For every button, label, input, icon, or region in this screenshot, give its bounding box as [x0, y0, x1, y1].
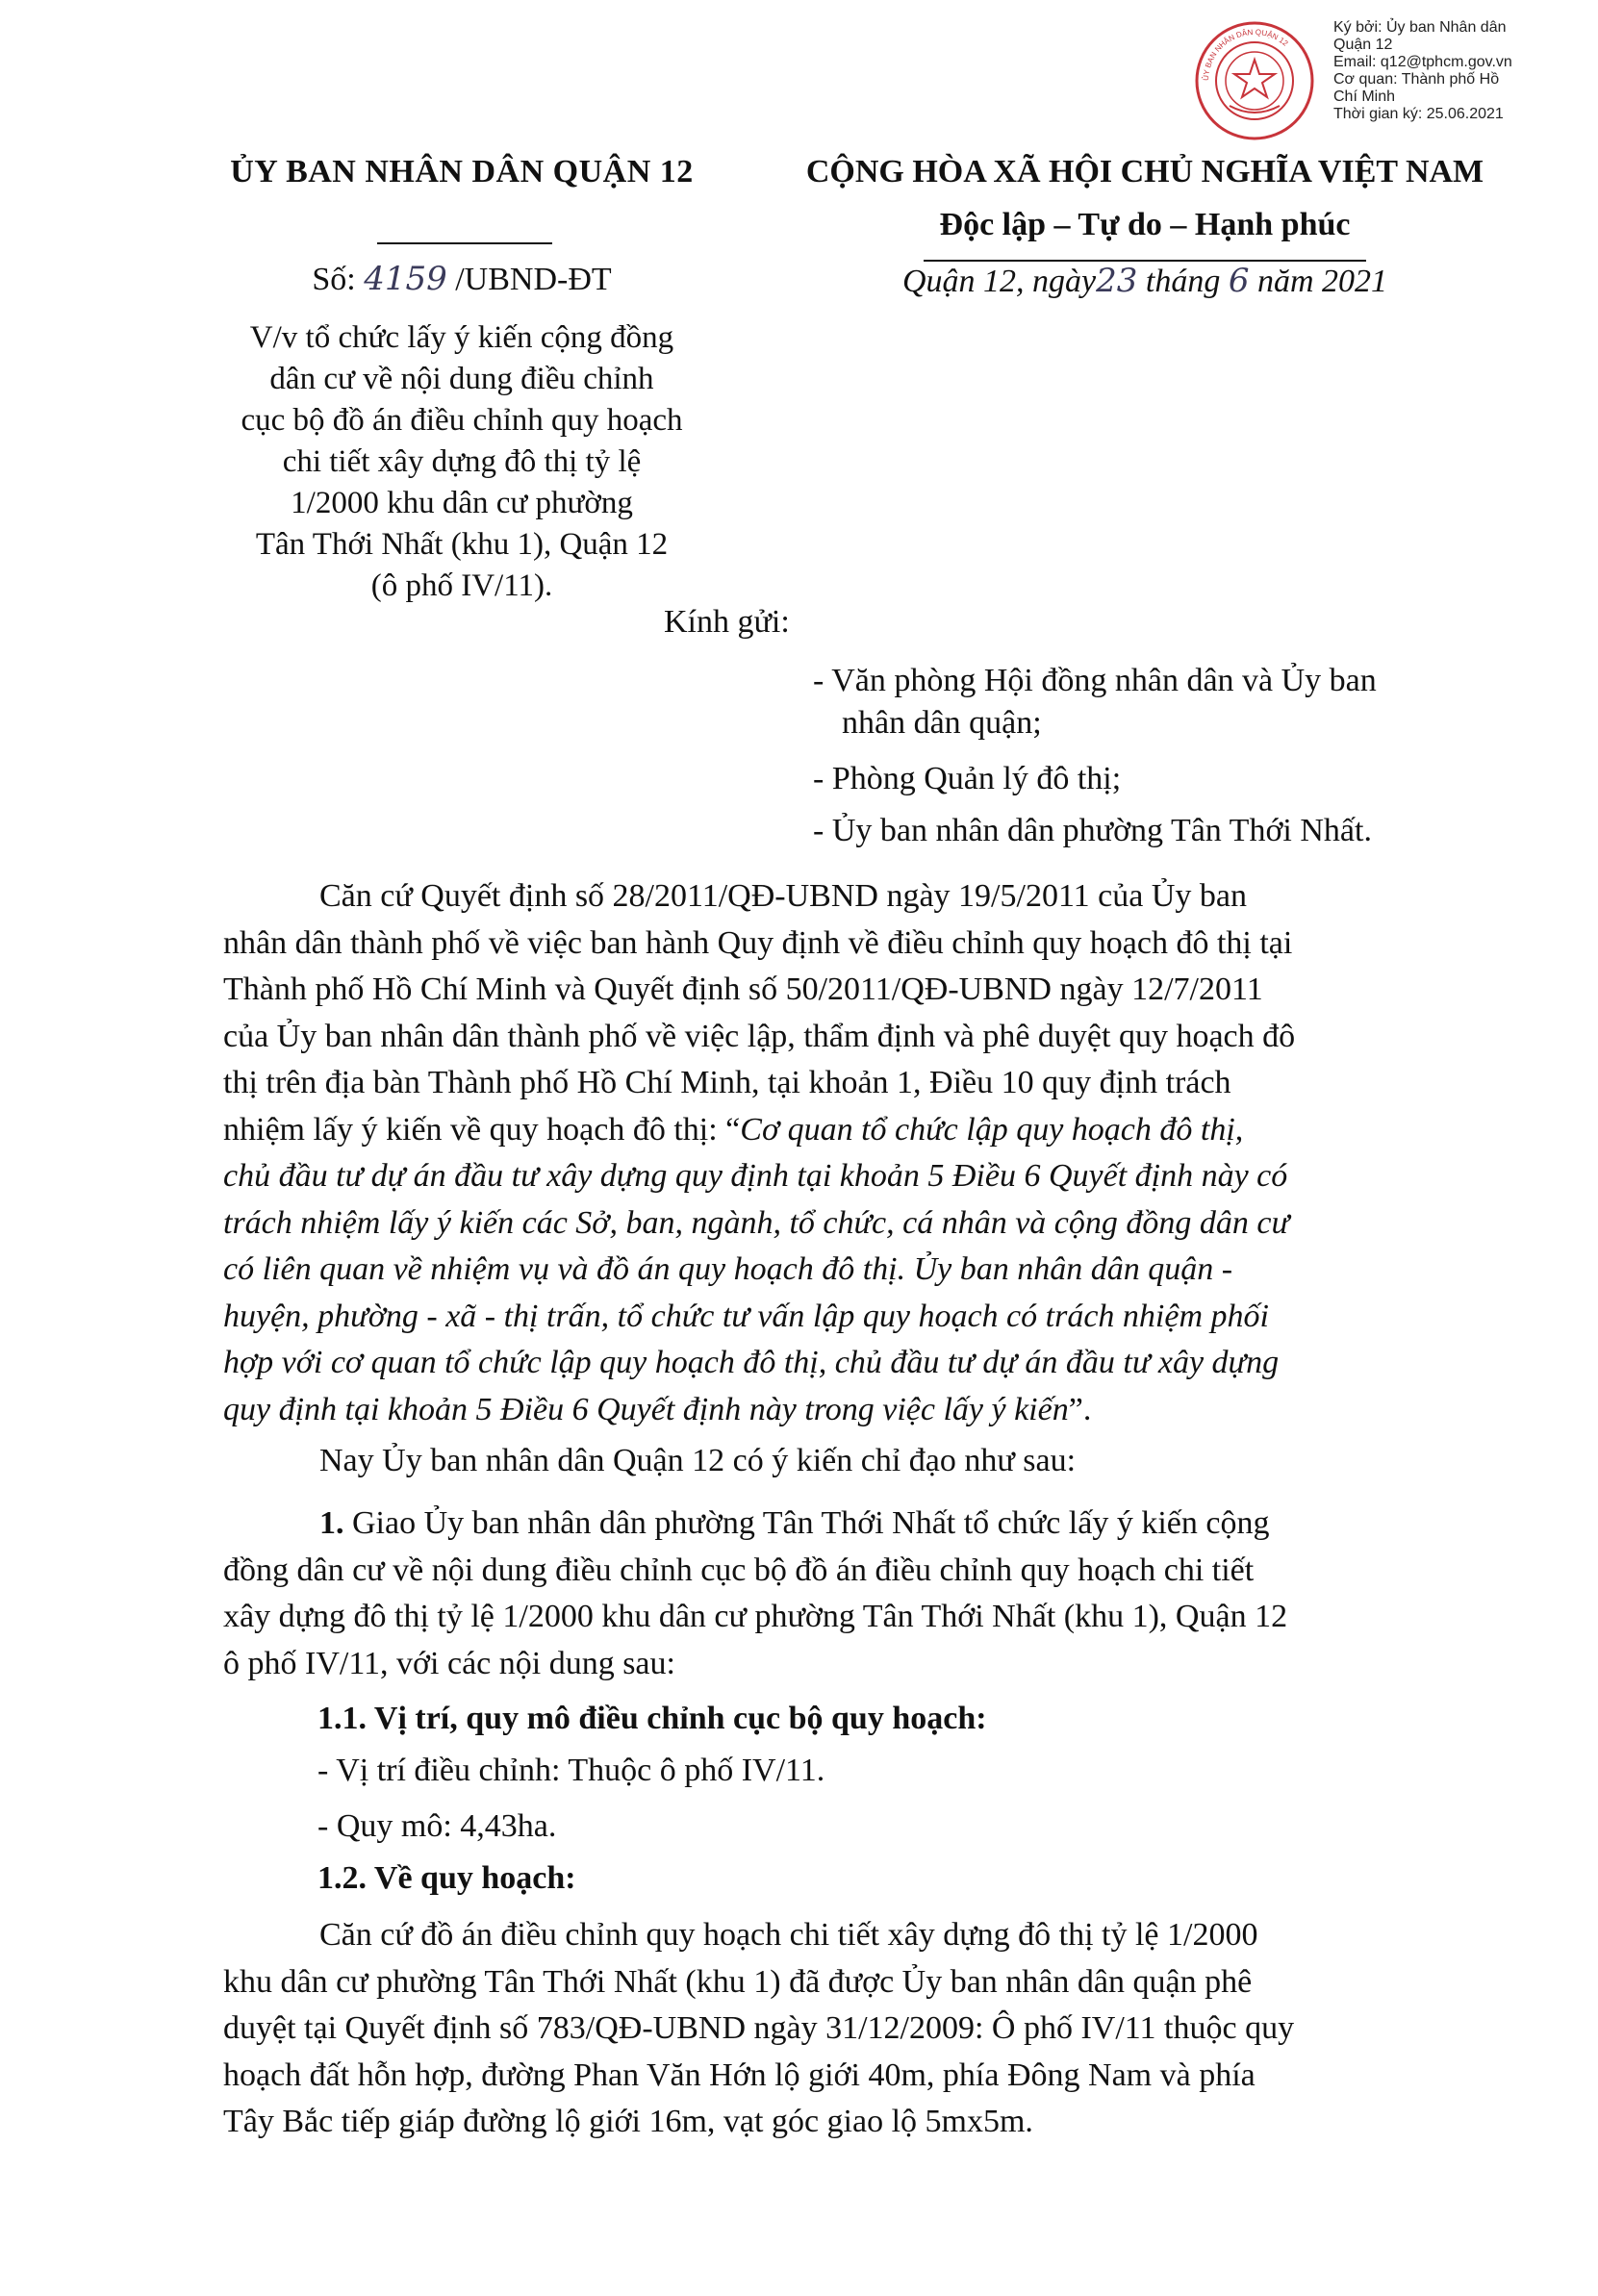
- number-prefix: Số:: [312, 262, 356, 297]
- signed-time: Thời gian ký: 25.06.2021: [1333, 106, 1504, 122]
- date-day: 23: [1096, 262, 1138, 300]
- subject-line: chi tiết xây dựng đô thị tỷ lệ: [282, 444, 642, 479]
- paragraph-legal-basis: [223, 873, 1474, 1433]
- quote-end: ”.: [1068, 1391, 1092, 1427]
- issuing-agency: [192, 154, 731, 190]
- number-suffix: /UBND-ĐT: [455, 262, 612, 297]
- date-month: 6: [1228, 262, 1250, 300]
- number-handwritten: 4159: [364, 260, 447, 298]
- paragraph-line: của Ủy ban nhân dân thành phố về việc lập, thẩm định và phê duyệt quy hoạch đô: [223, 1018, 1296, 1054]
- paragraph-line: Căn cứ Quyết định số 28/2011/QĐ-UBND ngày 19/5/2011 của Ủy ban: [319, 878, 1248, 914]
- recipient-line: - Văn phòng Hội đồng nhân dân và Ủy ban: [813, 663, 1377, 698]
- quoted-line: quy định tại khoản 5 Điều 6 Quyết định này trong việc lấy ý kiến: [223, 1391, 1069, 1427]
- paragraph-line: thị trên địa bàn Thành phố Hồ Chí Minh, tại khoản 1, Điều 10 quy định trách: [223, 1065, 1231, 1100]
- quoted-line: hợp với cơ quan tổ chức lập quy hoạch đô thị, chủ đầu tư dự án đầu tư xây dựng: [223, 1345, 1280, 1380]
- quoted-line: có liên quan về nhiệm vụ và đồ án quy hoạch đô thị. Ủy ban nhân dân quận -: [223, 1251, 1233, 1287]
- paragraph-line: hoạch đất hỗn hợp, đường Phan Văn Hớn lộ giới 40m, phía Đông Nam và phía: [223, 2056, 1256, 2093]
- date-place: Quận 12, ngày: [901, 264, 1097, 299]
- paragraph-line: đồng dân cư về nội dung điều chỉnh cục bộ đồ án điều chỉnh quy hoạch chi tiết: [223, 1552, 1255, 1588]
- subject-line: Tân Thới Nhất (khu 1), Quận 12: [255, 527, 669, 562]
- paragraph-line: ô phố IV/11, với các nội dung sau:: [223, 1645, 675, 1681]
- paragraph-planning: [223, 1912, 1474, 2146]
- paragraph-line: nhiệm lấy ý kiến về quy hoạch đô thị: “: [223, 1111, 741, 1148]
- national-header: [770, 154, 1520, 190]
- subject-line: V/v tổ chức lấy ý kiến cộng đồng: [249, 320, 674, 355]
- paragraph-line: Giao Ủy ban nhân dân phường Tân Thới Nhất tổ chức lấy ý kiến cộng: [343, 1505, 1270, 1541]
- section-heading-1-2: 1.2. Về quy hoạch:: [317, 1860, 576, 1896]
- paragraph-line: Tây Bắc tiếp giáp đường lộ giới 16m, vạt góc giao lộ 5mx5m.: [223, 2104, 1033, 2139]
- item-number: 1.: [319, 1505, 344, 1541]
- scale-line: - Quy mô: 4,43ha.: [317, 1808, 557, 1844]
- red-seal-stamp: [1191, 17, 1318, 144]
- paragraph-line: Căn cứ đồ án điều chỉnh quy hoạch chi tiết xây dựng đô thị tỷ lệ 1/2000: [319, 1917, 1258, 1953]
- kinh-gui-label: Kính gửi:: [664, 604, 790, 640]
- section-heading-1-1: 1.1. Vị trí, quy mô điều chỉnh cục bộ quy hoạch:: [317, 1701, 987, 1736]
- paragraph-line: khu dân cư phường Tân Thới Nhất (khu 1) đã được Ủy ban nhân dân quận phê: [223, 1963, 1253, 2000]
- item-1: [223, 1501, 1474, 1687]
- signer-email: Email: q12@tphcm.gov.vn: [1333, 54, 1512, 70]
- date-month-label: tháng: [1145, 264, 1221, 299]
- signed-by: Ký bởi: Ủy ban Nhân dân Quận 12: [1333, 19, 1507, 53]
- svg-text:ỦY BAN NHÂN DÂN QUẬN 12: ỦY BAN NHÂN DÂN QUẬN 12: [1201, 27, 1290, 82]
- document-number: [192, 260, 731, 298]
- national-motto: Độc lập – Tự do – Hạnh phúc: [939, 207, 1351, 242]
- date-year: năm 2021: [1256, 264, 1388, 299]
- subject-line: dân cư về nội dung điều chỉnh: [269, 362, 654, 396]
- subject-line: 1/2000 khu dân cư phường: [291, 486, 633, 520]
- agency-underline: [377, 242, 552, 244]
- paragraph-line: nhân dân thành phố về việc ban hành Quy định về điều chỉnh quy hoạch đô thị tại: [223, 924, 1293, 961]
- signer-agency: Cơ quan: Thành phố Hồ Chí Minh: [1333, 71, 1500, 105]
- issue-date: [770, 262, 1520, 300]
- quoted-line: trách nhiệm lấy ý kiến các Sở, ban, ngành, tổ chức, cá nhân và cộng đồng dân cư: [223, 1204, 1290, 1241]
- location-line: - Vị trí điều chỉnh: Thuộc ô phố IV/11.: [317, 1753, 825, 1788]
- recipient-line: - Ủy ban nhân dân phường Tân Thới Nhất.: [813, 813, 1372, 848]
- recipient-line: - Phòng Quản lý đô thị;: [813, 761, 1122, 796]
- paragraph-line: duyệt tại Quyết định số 783/QĐ-UBND ngày 31/12/2009: Ô phố IV/11 thuộc quy: [223, 2010, 1295, 2046]
- paragraph-line: Nay Ủy ban nhân dân Quận 12 có ý kiến chỉ đạo như sau:: [319, 1443, 1077, 1478]
- agency-name: ỦY BAN NHÂN DÂN QUẬN 12: [230, 154, 694, 189]
- subject-block: [192, 317, 731, 607]
- subject-line: (ô phố IV/11).: [370, 568, 553, 603]
- quoted-line: Cơ quan tổ chức lập quy hoạch đô thị,: [740, 1111, 1244, 1148]
- quoted-line: chủ đầu tư dự án đầu tư xây dựng quy định tại khoản 5 Điều 6 Quyết định này có: [223, 1158, 1288, 1194]
- subject-line: cục bộ đồ án điều chỉnh quy hoạch: [241, 403, 683, 438]
- recipient-line: nhân dân quận;: [842, 705, 1042, 741]
- digital-signature-info: [1333, 19, 1598, 123]
- quoted-line: huyện, phường - xã - thị trấn, tổ chức tư vấn lập quy hoạch có trách nhiệm phối: [223, 1298, 1269, 1334]
- paragraph-line: xây dựng đô thị tỷ lệ 1/2000 khu dân cư phường Tân Thới Nhất (khu 1), Quận 12: [223, 1599, 1288, 1634]
- paragraph-directive-intro: [223, 1438, 1474, 1485]
- paragraph-line: Thành phố Hồ Chí Minh và Quyết định số 50/2011/QĐ-UBND ngày 12/7/2011: [223, 971, 1263, 1007]
- nation-title: CỘNG HÒA XÃ HỘI CHỦ NGHĨA VIỆT NAM: [805, 154, 1484, 189]
